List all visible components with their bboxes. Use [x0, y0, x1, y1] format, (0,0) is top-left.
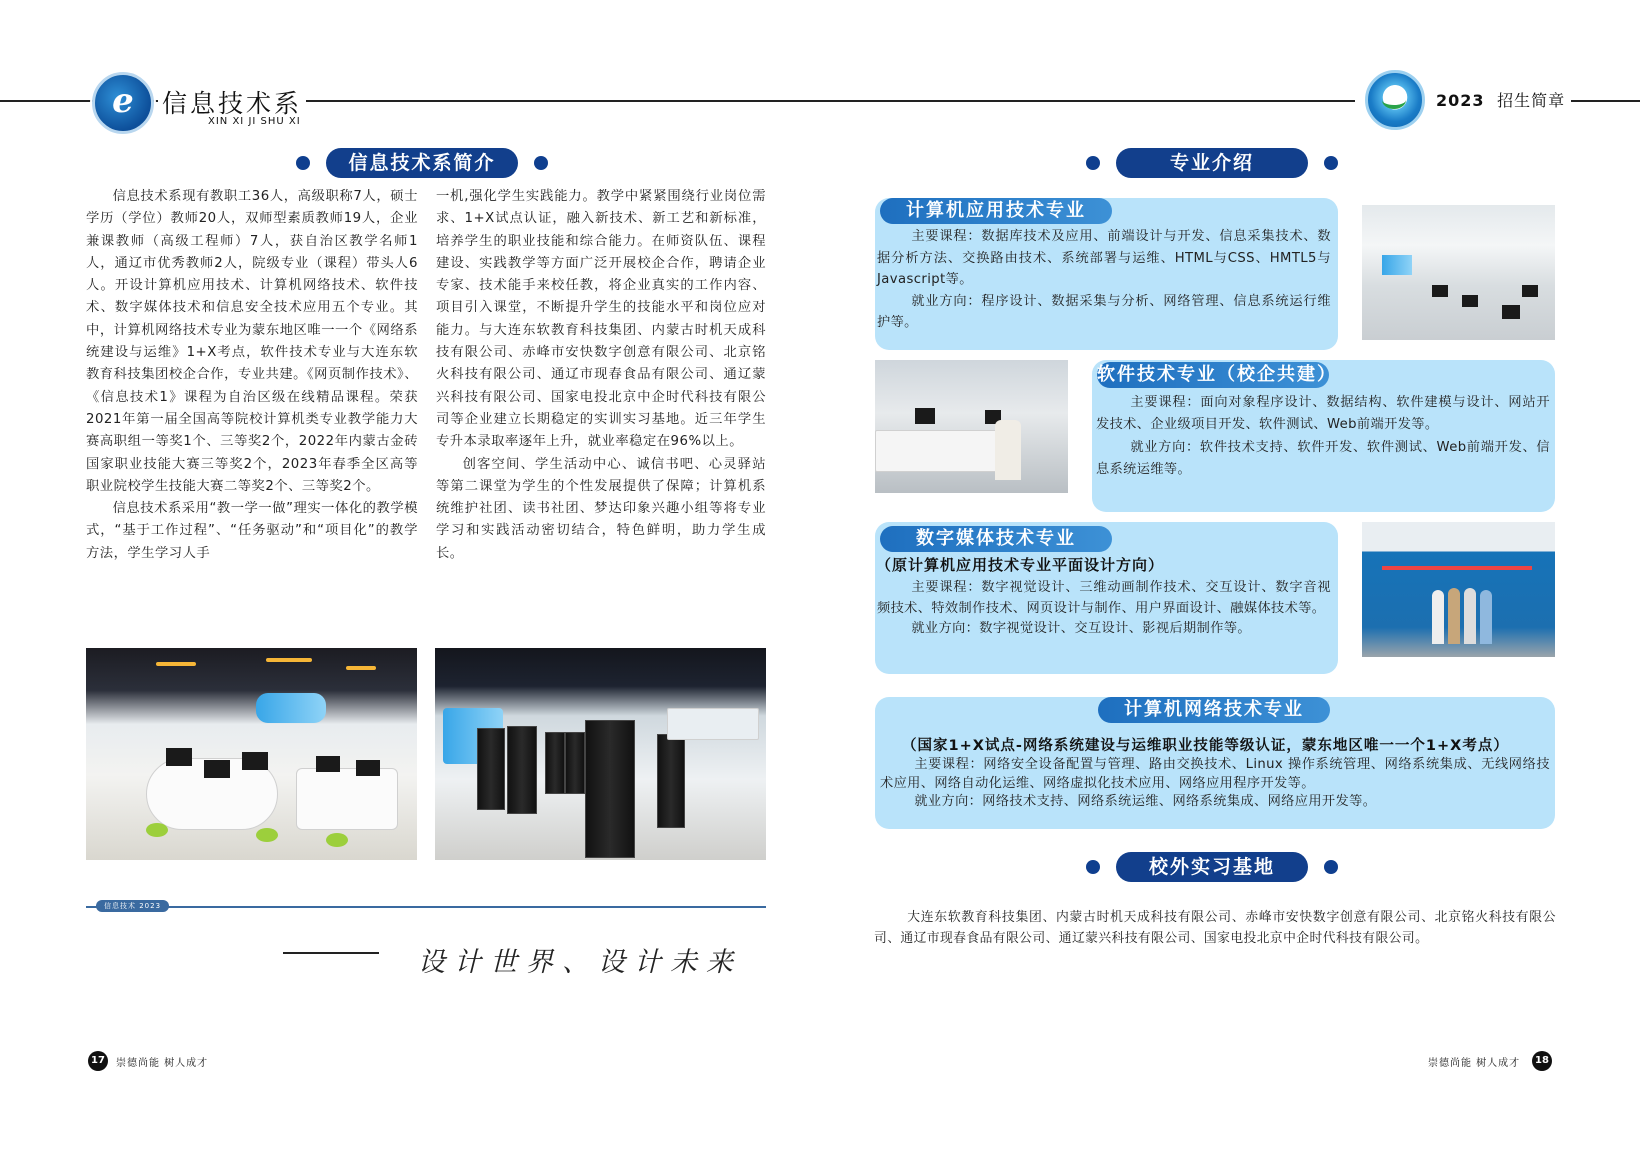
- major-subtitle: （国家1+X试点-网络系统建设与运维职业技能等级认证，蒙东地区唯一一个1+X考点）: [902, 738, 1509, 754]
- bullet-dot-icon: [534, 156, 548, 170]
- page-number-left: 17: [88, 1051, 108, 1071]
- major-title: 数字媒体技术专业: [880, 526, 1112, 552]
- major-careers: 就业方向：软件技术支持、软件开发、软件测试、Web前端开发、信息系统运维等。: [1096, 439, 1550, 477]
- major-description: [877, 226, 1331, 334]
- major-courses: 主要课程：网络安全设备配置与管理、路由交换技术、Linux 操作系统管理、网络系统集成、无线网络技术应用、网络自动化运维、网络虚拟化技术应用、网络应用程序开发等。: [880, 757, 1550, 791]
- practice-base-text: [874, 908, 1556, 949]
- intro-section-header: [296, 148, 548, 178]
- major-courses: 主要课程：数据库技术及应用、前端设计与开发、信息采集技术、数据分析方法、交换路由技术、系统部署与运维、HTML与CSS、HMTL5与Javascript等。: [877, 229, 1331, 287]
- major-subtitle: （原计算机应用技术专业平面设计方向）: [876, 556, 1165, 574]
- department-title: 信息技术系: [158, 84, 306, 120]
- practice-base-list: 大连东软教育科技集团、内蒙古时机天成科技有限公司、赤峰市安快数字创意有限公司、北京铭火科技有限公司、通辽市现春食品有限公司、通辽蒙兴科技有限公司、国家电投北京中企时代科技有限公司。: [874, 910, 1556, 946]
- intro-column-1: [86, 186, 418, 565]
- brochure-year: 2023: [1436, 91, 1485, 110]
- department-pinyin: XIN XI JI SHU XI: [208, 116, 301, 127]
- majors-section-title: 专业介绍: [1116, 148, 1308, 178]
- bullet-dot-icon: [296, 156, 310, 170]
- major-description: [1096, 392, 1550, 481]
- award-ceremony-photo: [1362, 522, 1555, 657]
- bullet-dot-icon: [1086, 156, 1100, 170]
- major-careers: 就业方向：数字视觉设计、交互设计、影视后期制作等。: [911, 621, 1251, 636]
- major-courses: 主要课程：面向对象程序设计、数据结构、软件建模与设计、网站开发技术、企业级项目开发、软件测试、Web前端开发等。: [1096, 395, 1550, 433]
- slogan: 设计世界、设计未来: [418, 947, 742, 978]
- brochure-title: [1430, 88, 1571, 111]
- college-logo-icon: [1365, 70, 1425, 130]
- intro-paragraph: 创客空间、学生活动中心、诚信书吧、心灵驿站等第二课堂为学生的个性发展提供了保障；计算机系统维护社团、读书社团、梦达印象兴趣小组等将专业学习和实践活动密切结合，特色鲜明，助力学生成长。: [436, 456, 766, 561]
- brochure-label: 招生简章: [1497, 91, 1566, 110]
- office-photo: [875, 360, 1068, 493]
- intro-section-title: 信息技术系简介: [326, 148, 518, 178]
- practice-base-header: [1086, 852, 1338, 882]
- computer-lab-photo: [86, 648, 417, 860]
- motto-right: 崇德尚能 树人成才: [1428, 1058, 1521, 1069]
- header-rule-right: [1560, 100, 1640, 102]
- intro-column-2: [436, 186, 766, 565]
- slogan-rule: [283, 952, 379, 954]
- department-logo-icon: e: [92, 72, 154, 134]
- motto-left: 崇德尚能 树人成才: [116, 1058, 209, 1069]
- intro-paragraph: 信息技术系现有教职工36人，高级职称7人，硕士学历（学位）教师20人，双师型素质教师19人，企业兼课教师（高级工程师）7人，获自治区教学名师1人，通辽市优秀教师2人，院级专业（课程）带头人6人。开设计算机应用技术、计算机网络技术、软件技术、数字媒体技术和信息安全技术应用五个专业。其中，计算机网络技术专业为蒙东地区唯一一个《网络系统建设与运维》1+X考点，软件技术专业与大连东软教育科技集团校企合作，专业共建。《网页制作技术》、《信息技术1》课程为自治区级在线精品课程。荣获2021年第一届全国高等院校计算机类专业教学能力大赛高职组一等奖1个、三等奖2个，2022年内蒙古金砖国家职业技能大赛三等奖2个，2023年春季全区高等职业院校学生技能大赛二等奖2个、三等奖2个。: [86, 189, 418, 494]
- intro-paragraph: 信息技术系采用“教一学一做”理实一体化的教学模式，“基于工作过程”、“任务驱动”和“项目化”的教学方法，学生学习人手: [86, 501, 418, 561]
- major-title: 计算机应用技术专业: [880, 198, 1112, 224]
- bullet-dot-icon: [1324, 860, 1338, 874]
- server-room-photo: [435, 648, 766, 860]
- bullet-dot-icon: [1324, 156, 1338, 170]
- left-footer-rule: [86, 906, 766, 908]
- major-courses: 主要课程：数字视觉设计、三维动画制作技术、交互设计、数字音视频技术、特效制作技术、网页设计与制作、用户界面设计、融媒体技术等。: [877, 580, 1331, 616]
- classroom-photo: [1362, 205, 1555, 340]
- practice-base-title: 校外实习基地: [1116, 852, 1308, 882]
- major-description: [880, 756, 1550, 812]
- major-description: [877, 578, 1331, 640]
- major-careers: 就业方向：程序设计、数据采集与分析、网络管理、信息系统运行维护等。: [877, 293, 1331, 330]
- left-footer-tag: 信息技术 2023: [96, 900, 169, 912]
- intro-paragraph: 一机,强化学生实践能力。教学中紧紧围绕行业岗位需求、1+X试点认证，融入新技术、新工艺和新标准，培养学生的职业技能和综合能力。在师资队伍、课程建设、实践教学等方面广泛开展校企合作，聘请企业专家、技术能手来校任教，将企业真实的工作内容、项目引入课堂，不断提升学生的技能水平和岗位应对能力。与大连东软教育科技集团、内蒙古时机天成科技有限公司、赤峰市安快数字创意有限公司、北京铭火科技有限公司、通辽市现春食品有限公司、通辽蒙兴科技有限公司、国家电投北京中企时代科技有限公司等企业建立长期稳定的实训实习基地。近三年学生专升本录取率逐年上升，就业率稳定在96%以上。: [436, 189, 766, 450]
- major-title: 软件技术专业（校企共建）: [1097, 362, 1329, 388]
- major-title: 计算机网络技术专业: [1098, 697, 1330, 723]
- majors-section-header: [1086, 148, 1338, 178]
- major-careers: 就业方向：网络技术支持、网络系统运维、网络系统集成、网络应用开发等。: [914, 794, 1377, 809]
- bullet-dot-icon: [1086, 860, 1100, 874]
- page-number-right: 18: [1532, 1051, 1552, 1071]
